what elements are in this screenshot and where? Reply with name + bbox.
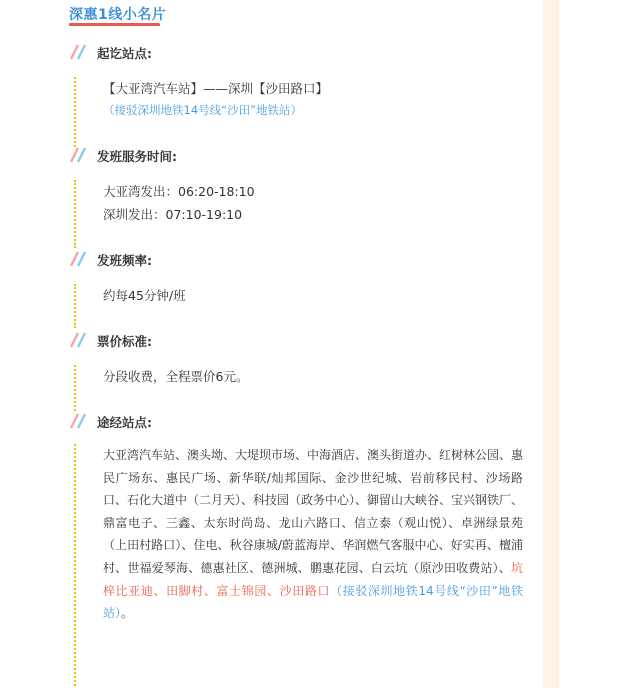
stops-plain: 大亚湾汽车站、澳头坳、大堤坝市场、中海酒店、澳头街道办、红树林公园、惠民广场东、惠民广场、新华联/灿邦国际、金沙世纪城、岩前移民村、沙场路口、石化大道中（二月天）、科技园（政务中心）、御留山大峡谷、宝兴钢铁厂、鼎富电子、三鑫、太东时尚岛、龙山六路口、信立泰（观山悦）、卓洲绿景苑（上田村路口）、住电、秋谷康城/蔚蓝海岸、华润燃气客服中心、好实再、檀浦村、世福爱琴海、德惠社区、德洲城、鹏惠花园、白云坑（原沙田收费站）、 xyxy=(103,448,524,575)
stops-list xyxy=(103,444,523,625)
section-route xyxy=(69,43,529,147)
frequency-value: 约每45分钟/班 xyxy=(103,288,186,303)
side-band xyxy=(543,0,559,688)
double-slash-icon xyxy=(69,44,91,60)
title-underline xyxy=(69,23,160,26)
section-title: 发班服务时间: xyxy=(97,149,177,164)
double-slash-icon xyxy=(69,251,91,267)
service-line-daya: 大亚湾发出：06:20-18:10 xyxy=(103,184,255,199)
service-line-shenzhen: 深圳发出：07:10-19:10 xyxy=(103,207,243,222)
double-slash-icon xyxy=(69,413,91,429)
fare-value: 分段收费，全程票价6元。 xyxy=(103,369,249,384)
section-stops xyxy=(69,412,529,688)
section-service xyxy=(69,146,529,248)
route-transfer-note: （接驳深圳地铁14号线“沙田”地铁站） xyxy=(103,103,303,117)
section-title: 途经站点: xyxy=(97,415,152,430)
double-slash-icon xyxy=(69,147,91,163)
section-frequency xyxy=(69,250,529,328)
stops-highlighted: 坑梓比亚迪、田脚村、富士锦园、沙田路口 xyxy=(103,560,523,598)
card-title: 深惠1线小名片 xyxy=(69,7,167,23)
section-title: 起讫站点: xyxy=(97,46,152,61)
section-fare xyxy=(69,331,529,411)
stops-end: 。 xyxy=(121,606,134,621)
section-title: 发班频率: xyxy=(97,253,152,268)
double-slash-icon xyxy=(69,332,91,348)
section-title: 票价标准: xyxy=(97,334,152,349)
route-endpoints: 【大亚湾汽车站】——深圳【沙田路口】 xyxy=(103,81,329,96)
stops-transfer-note: （接驳深圳地铁14号线“沙田”地铁站） xyxy=(103,583,523,621)
